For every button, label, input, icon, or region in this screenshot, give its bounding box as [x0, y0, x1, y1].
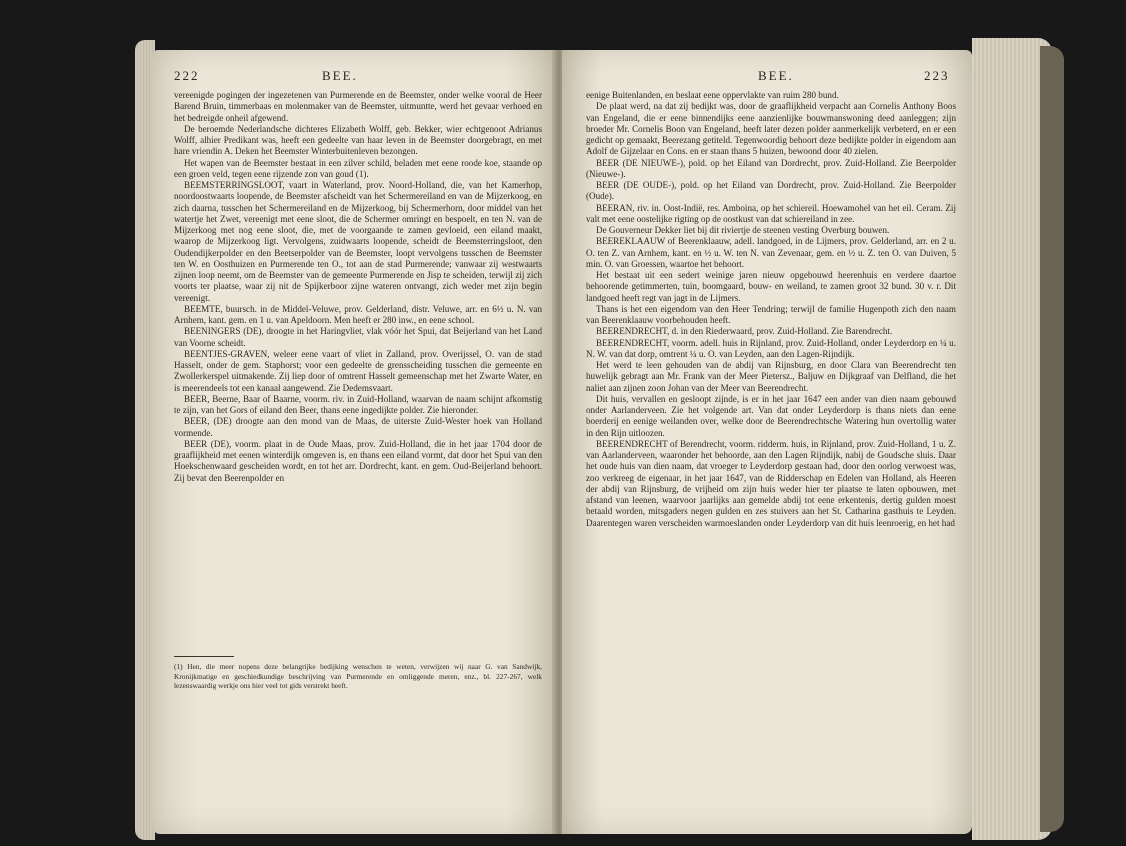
paragraph: BEER (DE), voorm. plaat in de Oude Maas, prov. Zuid-Holland, die in het jaar 1704 door de graaflijkheid met eenen winterdijk omgeven is, en thans een eiland vormt, dat door het Spui van den Hoekschenwaard gescheiden wordt, en tot het arr. Dordrecht, kant. en gem. Oud-Beijerland behoort. Zij bevat den Beerenpolder en — [174, 438, 542, 483]
running-head: BEE. — [758, 68, 794, 83]
paragraph: BEER (DE OUDE-), pold. op het Eiland van Dordrecht, prov. Zuid-Holland. Zie Beerpolder (Oude). — [586, 180, 956, 202]
left-body — [174, 90, 542, 484]
paragraph: BEEMTE, buursch. in de Middel-Veluwe, prov. Gelderland, distr. Veluwe, arr. en 6½ u. N. van Arnhem, kant. gem. en 1 u. van Apeldoorn. Men heeft er 280 inw., en eene school. — [174, 303, 542, 325]
paragraph: BEERENDRECHT, d. in den Riederwaard, prov. Zuid-Holland. Zie Barendrecht. — [596, 326, 893, 337]
paragraph: Het wapen van de Beemster bestaat in een zilver schild, beladen met eene roode koe, staande op een groen veld, tegen eene rijzende zon van goud (1). — [174, 157, 542, 179]
paragraph: BEENTJES-GRAVEN, weleer eene vaart of vliet in Zalland, prov. Overijssel, O. van de stad Hasselt, onder de gem. Staphorst; voor een gedeelte de grensscheiding tusschen die gemeente en Zwollerkerspel uitmakende. Zij liep door of omtrent Hasselt gemeenschap met het Zwarte Water, en is meerendeels tot een kanaal aangewend. Zie Dedemsvaart. — [174, 348, 542, 393]
paragraph: Het bestaat uit een sedert weinige jaren nieuw opgebouwd heerenhuis en verdere daartoe behoorende getimmerten, tuin, boomgaard, bouw- en weiland, te zamen groot 32 bund. 30 v. r. Dit landgoed heeft regt van jagt in de Lijmers. — [586, 270, 956, 303]
page-number: 223 — [924, 68, 950, 83]
paragraph: Dit huis, vervallen en gesloopt zijnde, is er in het jaar 1647 een ander van dien naam gebouwd onder Aarlanderveen. Zie het volgende art. Van dat onder Leyderdorp is thans niets dan eene boerderij en eenige weilanden over, welke door de Beerendrechtsche Watering hun overtollig water in den Rijn uitloozen. — [586, 393, 956, 438]
right-body — [586, 90, 956, 529]
paragraph: Het werd te leen gehouden van de abdij van Rijnsburg, en door Clara van Beerendrecht ten huwelijk gebragt aan Mr. Frank van der Meer Pietersz., Baljuw en Dijkgraaf van Delfland, die het naliet aan zijnen zoon Johan van der Meer van Beerendrecht. — [586, 360, 956, 393]
right-page — [562, 50, 972, 834]
footnote: (1) Hen, die meer nopens deze belangrijke bedijking wenschen te weten, verwijzen wij naar G. van Sandwijk, Kronijkmatige en geschiedkundige beschrijving van Purmerende en omliggende meren, enz., bl. 227-267, welk lezenswaardig werkje ons hier veel tot gids verstrekt heeft. — [174, 662, 542, 691]
paragraph: BEEREKLAAUW of Beerenklaauw, adell. landgoed, in de Lijmers, prov. Gelderland, arr. en 2 u. O. ten Z. van Arnhem, kant. en ½ u. W. ten N. van Zevenaar, gem. en ½ u. Z. ten O. van Duiven, 5 min. O. van Groessen, waartoe het behoort. — [586, 236, 956, 269]
paragraph: BEERAN, riv. in. Oost-Indië, res. Amboina, op het schiereil. Hoewamohel van het eil. Ceram. Zij valt met eene oostelijke rigting op de oostkust van dat schiereiland in zee. — [586, 202, 956, 224]
paragraph: BEEMSTERRINGSLOOT, vaart in Waterland, prov. Noord-Holland, die, van het Kamerhop, noordoostwaarts loopende, de Beemster afscheidt van het Schermereiland en van de Mijzerkoog, en zich daarna, tusschen het Schermereiland en de Mijzerkoog, bij Schermerhorn, door middel van het watertje het Zwet, vereenigt met eene sloot, die de Schermer omringt en bespoelt, en ten N. van de Mijzerkoog met nog eene sloot, die, met de voorgaande te zamen gevloeid, een eiland maakt, waarop de Mijzerkoog ligt. Vervolgens, zuidwaarts loopende, scheidt de Beemsterringsloot, den Oudendijkerpolder en den Beetserpolder van de Beemster, loopt vervolgens tusschen de Beemster ten W. en Oosthuizen en Purmerende ten O., tot aan de stad Purmerende; vanwaar zij westwaarts zijnen loop neemt, om de Beemster van de gemeente Purmerende en Jisp te scheiden, terwijl zij zich voorts ter plaatse, waar zij nit de Spijkerboor zijne wateren ontvangt, zich weder met zijn begin vereenigt. — [174, 180, 542, 303]
paragraph: De Gouverneur Dekker liet bij dit riviertje de steenen vesting Overburg bouwen. — [596, 225, 890, 235]
paragraph: BEERENDRECHT, voorm. adell. huis in Rijnland, prov. Zuid-Holland, onder Leyderdorp en ¼ u. N. W. van dat dorp, omtrent ¼ u. O. van Leyden, aan den Lagen-Rijndijk. — [586, 337, 956, 359]
paragraph: BEER (DE NIEUWE-), pold. op het Eiland van Dordrecht, prov. Zuid-Holland. Zie Beerpolder (Nieuwe-). — [586, 157, 956, 179]
paragraph: De plaat werd, na dat zij bedijkt was, door de graaflijkheid verpacht aan Cornelis Anthony Boos van Engeland, die er eene binnendijks eene aanzienlijke bouwmanswoning deed aanleggen; zijn broeder Mr. Cornelis Boon van Engeland, heeft later dezen polder aanmerkelijk verbeterd, en er een gedicht op gemaakt, Beerezang getiteld. Tegenwoordig behoort deze bedijkte polder in eigendom aan Adolf de Gijzelaar en Cons. en er staan thans 5 huizen, bewoond door 40 zielen. — [586, 101, 956, 157]
paragraph: BEENINGERS (DE), droogte in het Haringvliet, vlak vóór het Spui, dat Beijerland van het Land van Voorne scheidt. — [174, 326, 542, 348]
paragraph: BEER, (DE) droogte aan den mond van de Maas, de uiterste Zuid-Wester hoek van Holland vormende. — [174, 416, 542, 438]
book-cover-edge — [1040, 46, 1064, 832]
running-head: BEE. — [322, 68, 358, 83]
paragraph: eenige Buitenlanden, en beslaat eene oppervlakte van ruim 280 bund. — [586, 90, 839, 100]
paragraph: BEER, Beerne, Baar of Baarne, voorm. riv. in Zuid-Holland, waarvan de naam schijnt afkomstig te zijn, van het Gors of eiland den Beer, thans eene ingedijkte polder. Zie hieronder. — [174, 393, 542, 415]
footnote-rule — [174, 656, 234, 657]
left-page — [152, 50, 555, 834]
paragraph: Thans is het een eigendom van den Heer Tendring; terwijl de familie Hugenpoth zich den naam van Beerenklaauw voorbehouden heeft. — [586, 303, 956, 325]
paragraph: De beroemde Nederlandsche dichteres Elizabeth Wolff, geb. Bekker, wier echtgenoot Adrianus Wolff, alhier Predikant was, heeft een gedeelte van haar leven in de Beemster doorgebragt, en met hare vriendin A. Deken het Beemster Winterbuitenleven bezongen. — [174, 123, 542, 157]
page-number: 222 — [174, 68, 200, 83]
paragraph: BEERENDRECHT of Berendrecht, voorm. ridderm. huis, in Rijnland, prov. Zuid-Holland, 1 u. Z. van Aarlanderveen, waaronder het behoorde, aan den Lagen Rijndijk, nabij de Goudsche sluis. Daar het oude huis van dien naam, dat vroeger te Leyderdorp gestaan had, door den oorlog verwoest was, zoo verkreeg de eigenaar, in het jaar 1647, van de Ridderschap en Edelen van Holland, als Heeren der abdij van Rijnsburg, de vrijheid om zijn huis weder hier ter plaatse te laten opbouwen, met afstand van leenen, waarvoor jaarlijks aan gemelde abdij tot eene erkentenis, dertig gulden moest betaald worden, mitsgaders negen gulden en zes stuivers aan het St. Catharina gasthuis te Leyden. Daarentegen waren verscheiden warmoeslanden onder Leyderdorp van dit huis leenroerig, en het had — [586, 438, 956, 528]
paragraph: vereenigde pogingen der ingezetenen van Purmerende en de Beemster, onder welke vooral de Heer Barend Bruin, timmerbaas en molenmaker van de Beemster, uitmuntte, werd het gevaar verhoed en het bedreigde onheil afgewend. — [174, 90, 542, 123]
